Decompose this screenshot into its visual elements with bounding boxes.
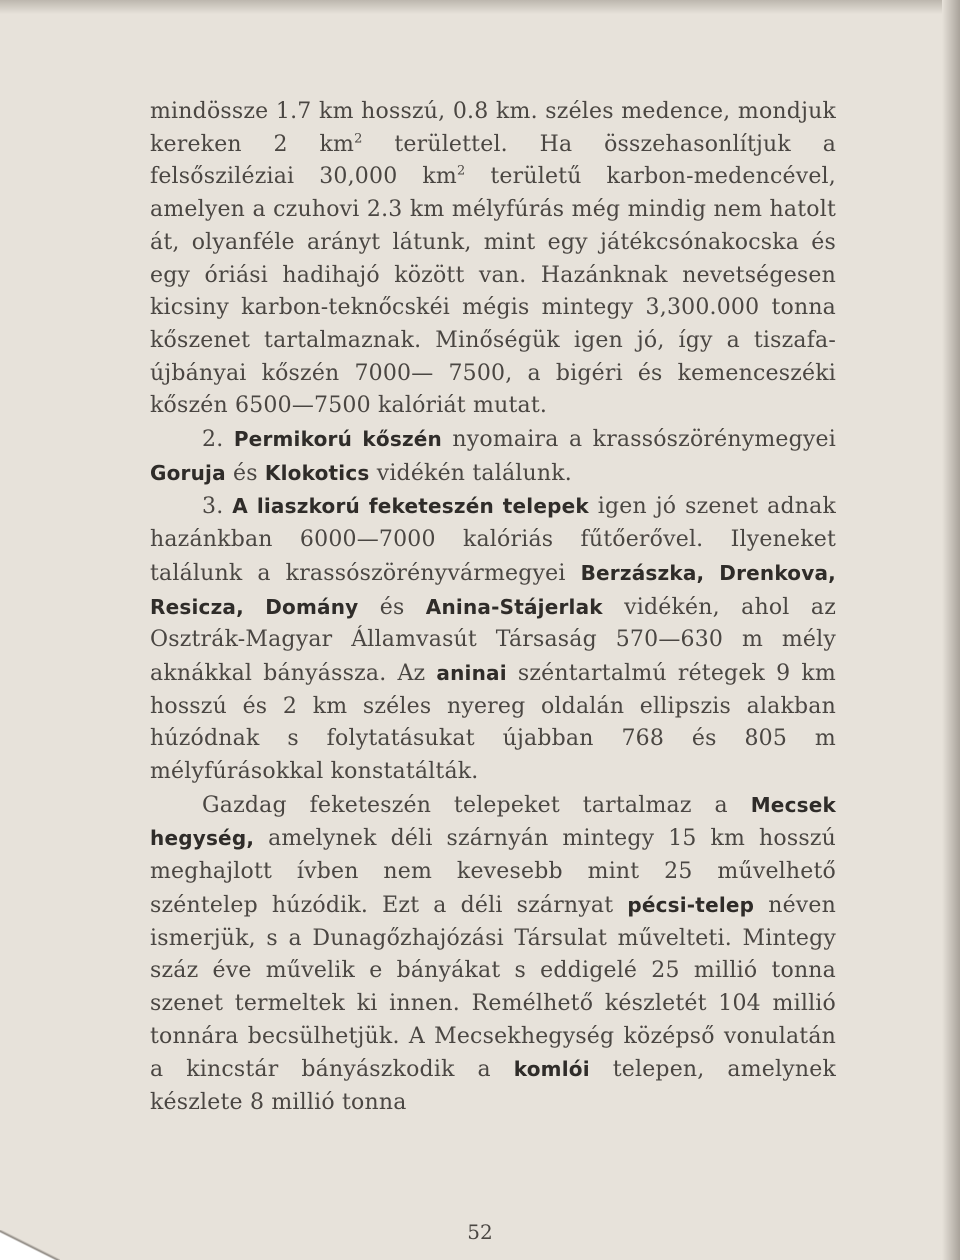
text-run: mindössze 1.7 km hosszú, 0.8 km. széles medence, mondjuk kereken 2 km xyxy=(150,99,836,157)
text-run: nyomaira a krassószörénymegyei xyxy=(442,427,836,453)
bold-term: pécsi-telep xyxy=(627,892,755,917)
text-run: amelynek déli szárnyán mintegy 15 km hosszú meghajlott ívben nem kevesebb mint 25 művelhető széntelep húzódik. Ezt a déli szárnyat xyxy=(150,826,836,918)
page-binding-shadow xyxy=(942,0,960,1260)
bold-term: komlói xyxy=(513,1057,590,1082)
page-number: 52 xyxy=(467,1220,493,1244)
paragraph xyxy=(150,96,836,423)
text-run: területtel. Ha összehasonlítjuk a felsősziléziai 30,000 km xyxy=(150,131,837,190)
text-run: és xyxy=(225,460,265,486)
bold-term: Anina-Stájerlak xyxy=(425,594,603,619)
text-run: 2. xyxy=(202,427,234,453)
bold-term: Permikorú kőszén xyxy=(233,427,442,452)
text-run: néven ismerjük, s a Dunagőzhajózási Társulat művelteti. Mintegy száz éve művelik e bányákat s eddigelé 25 millió tonna szenet termeltek ki innen. Remélhető készletét 104 millió tonnára becsülhetjük. A Mecsekhegység középső vonulatán a kincstár bányászkodik a xyxy=(150,892,837,1083)
bold-term: Goruja xyxy=(150,460,226,485)
text-run: és xyxy=(358,594,426,620)
body-text xyxy=(150,96,836,1120)
text-run: széntartalmú rétegek 9 km hosszú és 2 km széles nyereg oldalán ellipszis alakban húzódnak s folytatásukat újabban 768 és 805 m mélyfúrásokkal konstatálták. xyxy=(150,660,836,785)
text-run: 3. xyxy=(202,494,233,520)
text-run: vidékén, ahol az Osztrák-Magyar Államvasút Társaság 570—630 m mély aknákkal bányássza. Az xyxy=(150,594,836,686)
text-run: területű karbon-medencével, amelyen a czuhovi 2.3 km mélyfúrás még mindig nem hatolt át, olyanféle arányt látunk, mint egy játékcsónakocska és egy óriási hadihajó között van. Hazánknak nevetségesen kicsiny karbon-teknőcskéi mégis mintegy 3,300.000 tonna kőszenet tartalmaznak. Minőségük igen jó, így a tiszafa-újbányai kőszén 7000— 7500, a bigéri és kemenceszéki kőszén 6500—7500 kalóriát mutat. xyxy=(150,164,836,419)
superscript: 2 xyxy=(456,164,466,180)
bold-term: A liaszkorú feketeszén telepek xyxy=(232,494,589,519)
text-run: vidékén találunk. xyxy=(369,460,572,486)
text-run: telepen, amelynek készlete 8 millió tonna xyxy=(150,1057,836,1116)
page-top-shadow xyxy=(0,0,960,14)
superscript: 2 xyxy=(354,131,363,147)
bold-term: Klokotics xyxy=(264,460,370,485)
paragraph xyxy=(150,789,836,1120)
bold-term: Berzászka, Drenkova, Resicza, Domány xyxy=(150,560,836,619)
paragraph xyxy=(150,423,836,490)
bold-term: aninai xyxy=(436,660,507,685)
bold-term: Mecsek hegység, xyxy=(150,792,836,851)
paragraph xyxy=(150,490,836,788)
text-run: Gazdag feketeszén telepeket tartalmaz a xyxy=(202,792,751,818)
text-run: igen jó szenet adnak hazánkban 6000—7000 kalóriás fűtőerővel. Ilyeneket találunk a krassószörényvármegyei xyxy=(150,494,836,586)
